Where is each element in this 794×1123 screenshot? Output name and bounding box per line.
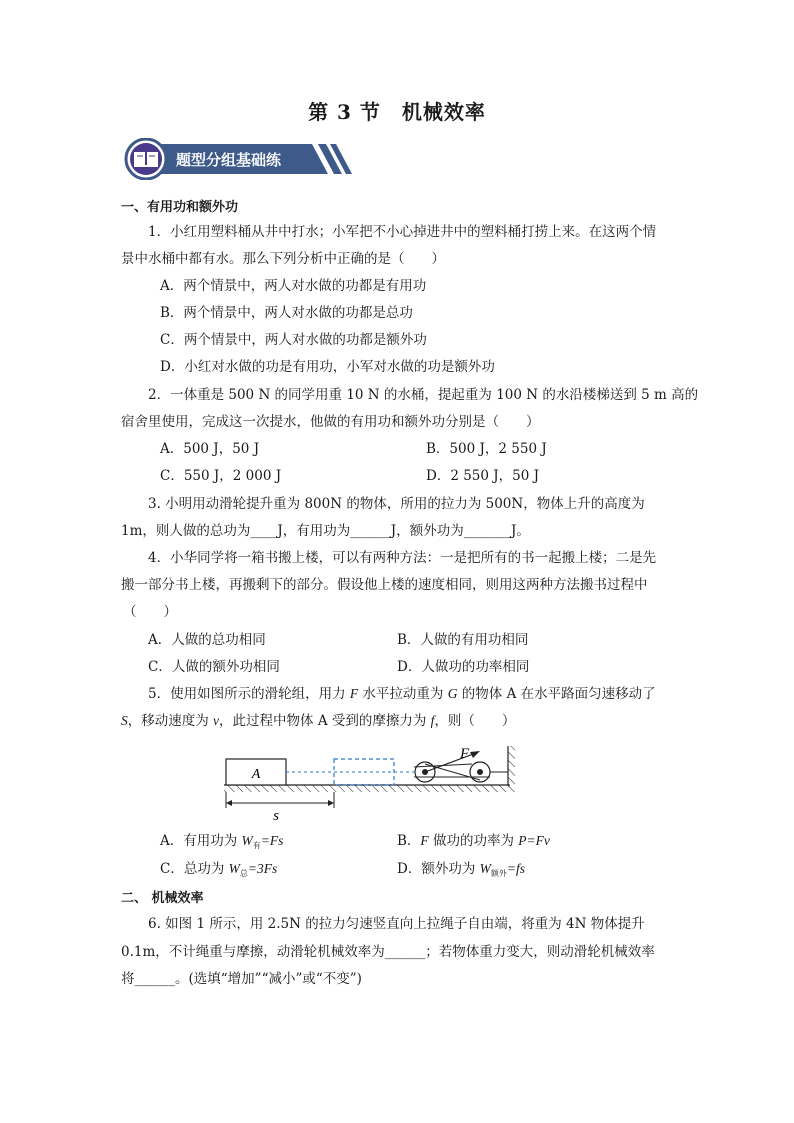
wall-hatch xyxy=(508,746,515,792)
q1-option-d: D．小红对水做的功是有用功，小军对水做的功是额外功 xyxy=(160,359,495,375)
ground-hatch xyxy=(224,785,510,792)
q4-line2: 搬一部分书上楼，再搬剩下的部分。假设他上楼的速度相同，则用这两种方法搬书过程中 xyxy=(121,577,648,593)
q2-option-a: A．500 J，50 J xyxy=(160,441,260,457)
q6-line2: 0.1m，不计绳重与摩擦，动滑轮机械效率为______；若物体重力变大，则动滑轮机械效率 xyxy=(121,944,655,960)
distance-label: s xyxy=(273,808,279,824)
q5-option-c: C．总功为 $W_总=3Fs$ xyxy=(160,861,278,878)
block-a-label: A xyxy=(251,767,261,782)
q4-option-d: D．人做功的功率相同 xyxy=(397,659,530,675)
q4-line3: （ ） xyxy=(123,604,177,620)
q2-line2: 宿舍里使用，完成这一次提水，他做的有用功和额外功分别是（ ） xyxy=(121,414,540,430)
q6-line1: 6. 如图 1 所示，用 2.5N 的拉力匀速竖直向上拉绳子自由端，将重为 4N 物体提升 xyxy=(148,916,645,932)
q2-line1: 2．一体重是 500 N 的同学用重 10 N 的水桶，提起重为 100 N 的水沿楼梯送到 5 m 高的 xyxy=(148,387,699,403)
q4-option-a: A．人做的总功相同 xyxy=(148,632,266,648)
q5-option-a: A．有用功为 $W_有=Fs$ xyxy=(160,833,284,850)
q1-option-a: A．两个情景中，两人对水做的功都是有用功 xyxy=(160,278,427,294)
q5-line2: S，移动速度为 v，此过程中物体 A 受到的摩擦力为 f，则（ ） xyxy=(121,713,516,729)
q6-line3: 将______。(选填“增加”“减小”或“不变”) xyxy=(121,971,362,987)
q4-line1: 4．小华同学将一箱书搬上楼，可以有两种方法：一是把所有的书一起搬上楼；二是先 xyxy=(148,550,657,566)
force-label: F xyxy=(460,746,470,762)
q2-option-c: C．550 J，2 000 J xyxy=(160,468,282,484)
section-heading-1: 一、有用功和额外功 xyxy=(121,200,239,215)
q5-option-d: D．额外功为 $W_{额外}=fs$ xyxy=(397,861,525,878)
q3-line2: 1m，则人做的总功为____J，有用功为______J，额外功为_______J。 xyxy=(121,523,530,539)
q5-option-b: B．F 做功的功率为 P=Fv xyxy=(397,833,550,849)
banner-label: 题型分组基础练 xyxy=(176,151,282,169)
q1-option-c: C．两个情景中，两人对水做的功都是额外功 xyxy=(160,332,427,348)
q5-line1: 5．使用如图所示的滑轮组，用力 F 水平拉动重为 G 的物体 A 在水平路面匀速移动了 xyxy=(148,686,656,702)
q2-option-d: D．2 550 J，50 J xyxy=(426,468,540,484)
q1-option-b: B．两个情景中，两人对水做的功都是总功 xyxy=(160,305,413,321)
q1-line1: 1．小红用塑料桶从井中打水；小军把不小心掉进井中的塑料桶打捞上来。在这两个情 xyxy=(148,224,657,240)
section-banner xyxy=(122,138,358,180)
q4-option-b: B．人做的有用功相同 xyxy=(397,632,529,648)
section-heading-2: 二、 机械效率 xyxy=(121,891,204,906)
page-title: 第 3 节 机械效率 xyxy=(308,100,486,124)
q3-line1: 3. 小明用动滑轮提升重为 800N 的物体，所用的拉力为 500N，物体上升的高度为 xyxy=(148,496,645,512)
q2-option-b: B．500 J，2 550 J xyxy=(426,441,547,457)
pulley-figure xyxy=(218,742,518,824)
q1-line2: 景中水桶中都有水。那么下列分析中正确的是（ ） xyxy=(121,251,445,267)
q4-option-c: C．人做的额外功相同 xyxy=(148,659,280,675)
